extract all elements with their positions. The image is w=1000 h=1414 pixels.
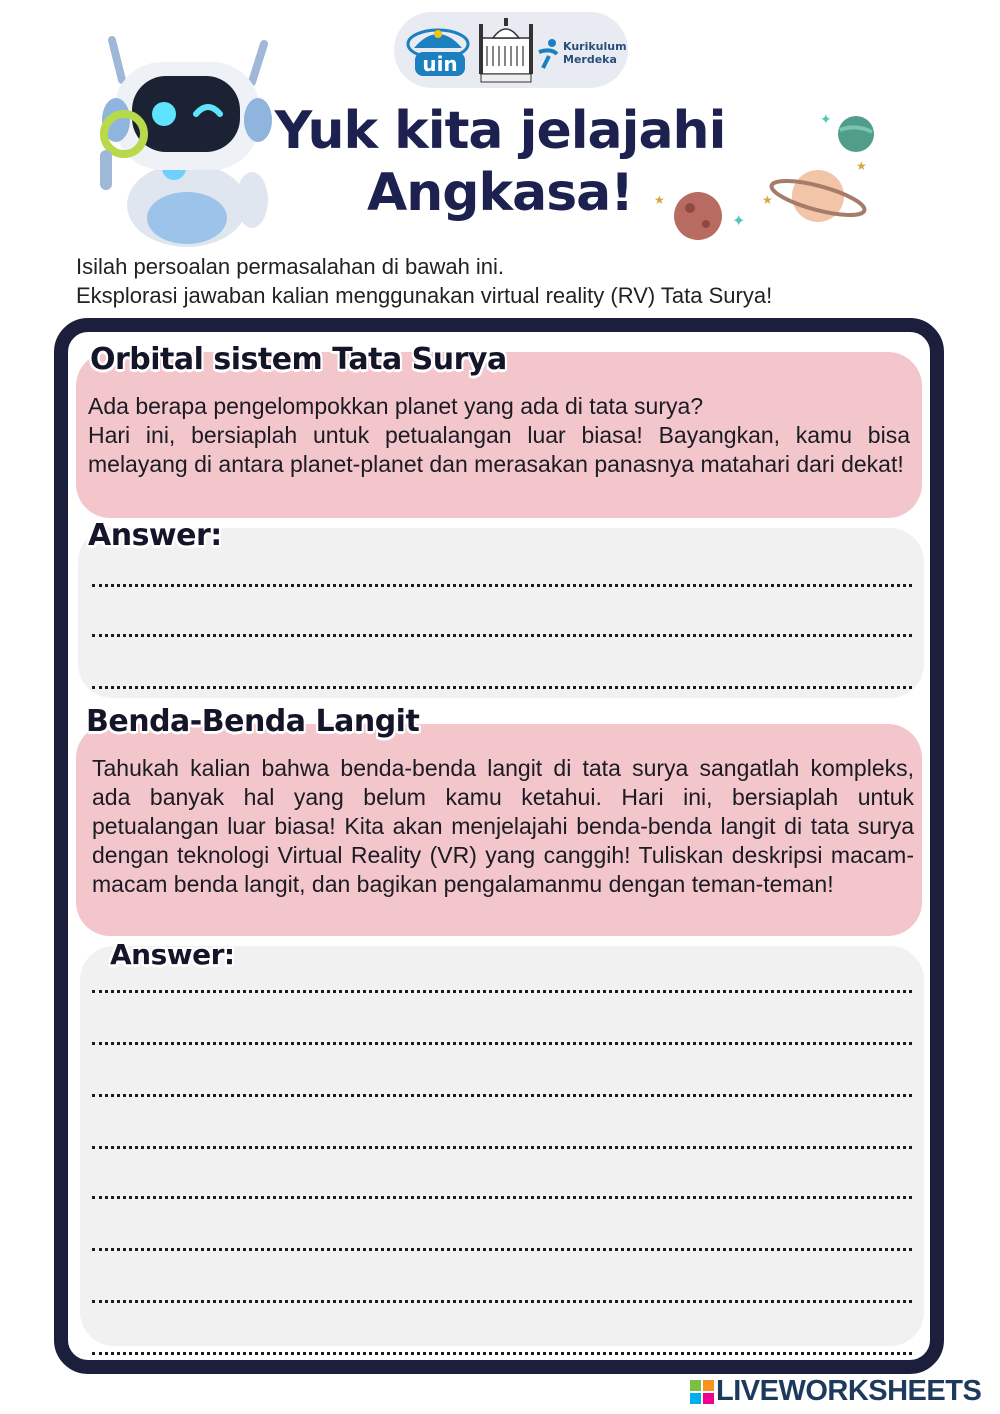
liveworksheets-text: LIVEWORKSHEETS	[716, 1375, 982, 1407]
merdeka-line: Merdeka	[563, 53, 617, 66]
mosque-logo	[477, 16, 535, 84]
answer-line[interactable]	[92, 990, 912, 993]
answer-line[interactable]	[92, 584, 912, 587]
answer-line[interactable]	[92, 634, 912, 637]
title-line-1: Yuk kita jelajahi	[274, 101, 726, 161]
svg-text:✦: ✦	[820, 112, 832, 128]
planets-illustration	[650, 110, 880, 250]
answer-line[interactable]	[92, 1146, 912, 1149]
answer-line[interactable]	[92, 686, 912, 689]
answer-line[interactable]	[92, 1352, 912, 1355]
answer-line[interactable]	[92, 1248, 912, 1251]
kurikulum-merdeka-icon	[537, 38, 559, 70]
title-line-2: Angkasa!	[367, 163, 633, 223]
section1-answer-box	[78, 528, 924, 698]
svg-text:✦: ✦	[732, 211, 746, 230]
answer-line[interactable]	[92, 1300, 912, 1303]
instructions	[76, 252, 956, 310]
section1-heading: Orbital sistem Tata Surya	[90, 342, 507, 377]
liveworksheets-icon	[690, 1380, 714, 1404]
section2-heading: Benda-Benda Langit	[86, 704, 420, 739]
instruction-line-2: Eksplorasi jawaban kalian menggunakan virtual reality (RV) Tata Surya!	[76, 283, 773, 308]
liveworksheets-logo[interactable]	[690, 1376, 990, 1406]
svg-text:★: ★	[762, 193, 773, 207]
answer-line[interactable]	[92, 1196, 912, 1199]
kurikulum-merdeka-text	[563, 40, 627, 66]
section1-question: Ada berapa pengelompokkan planet yang ada di tata surya?	[88, 393, 704, 419]
section2-answer-label: Answer:	[110, 938, 235, 971]
answer-line[interactable]	[92, 1094, 912, 1097]
answer-line[interactable]	[92, 1042, 912, 1045]
kurikulum-line: Kurikulum	[563, 40, 627, 53]
svg-text:★: ★	[856, 159, 867, 173]
svg-text:★: ★	[654, 193, 665, 207]
section1-answer-label: Answer:	[88, 518, 222, 553]
section2-body: Tahukah kalian bahwa benda-benda langit di tata surya sangatlah kompleks, ada banyak hal yang belum kamu ketahui. Hari ini, bersiaplah untuk petualangan luar biasa! Kita akan menjelajahi benda-benda langit di tata surya dengan teknologi Virtual Reality (VR) yang canggih! Tuliskan deskripsi macam-macam benda langit, dan bagikan pengalamanmu dengan teman-teman!	[92, 755, 914, 897]
section1-text: Hari ini, bersiaplah untuk petualangan luar biasa! Bayangkan, kamu bisa melayang di antara planet-planet dan merasakan panasnya matahari dari dekat!	[88, 422, 910, 477]
section1-body	[88, 392, 910, 479]
uin-logo-text: uin	[415, 52, 465, 76]
instruction-line-1: Isilah persoalan permasalahan di bawah ini.	[76, 254, 505, 279]
